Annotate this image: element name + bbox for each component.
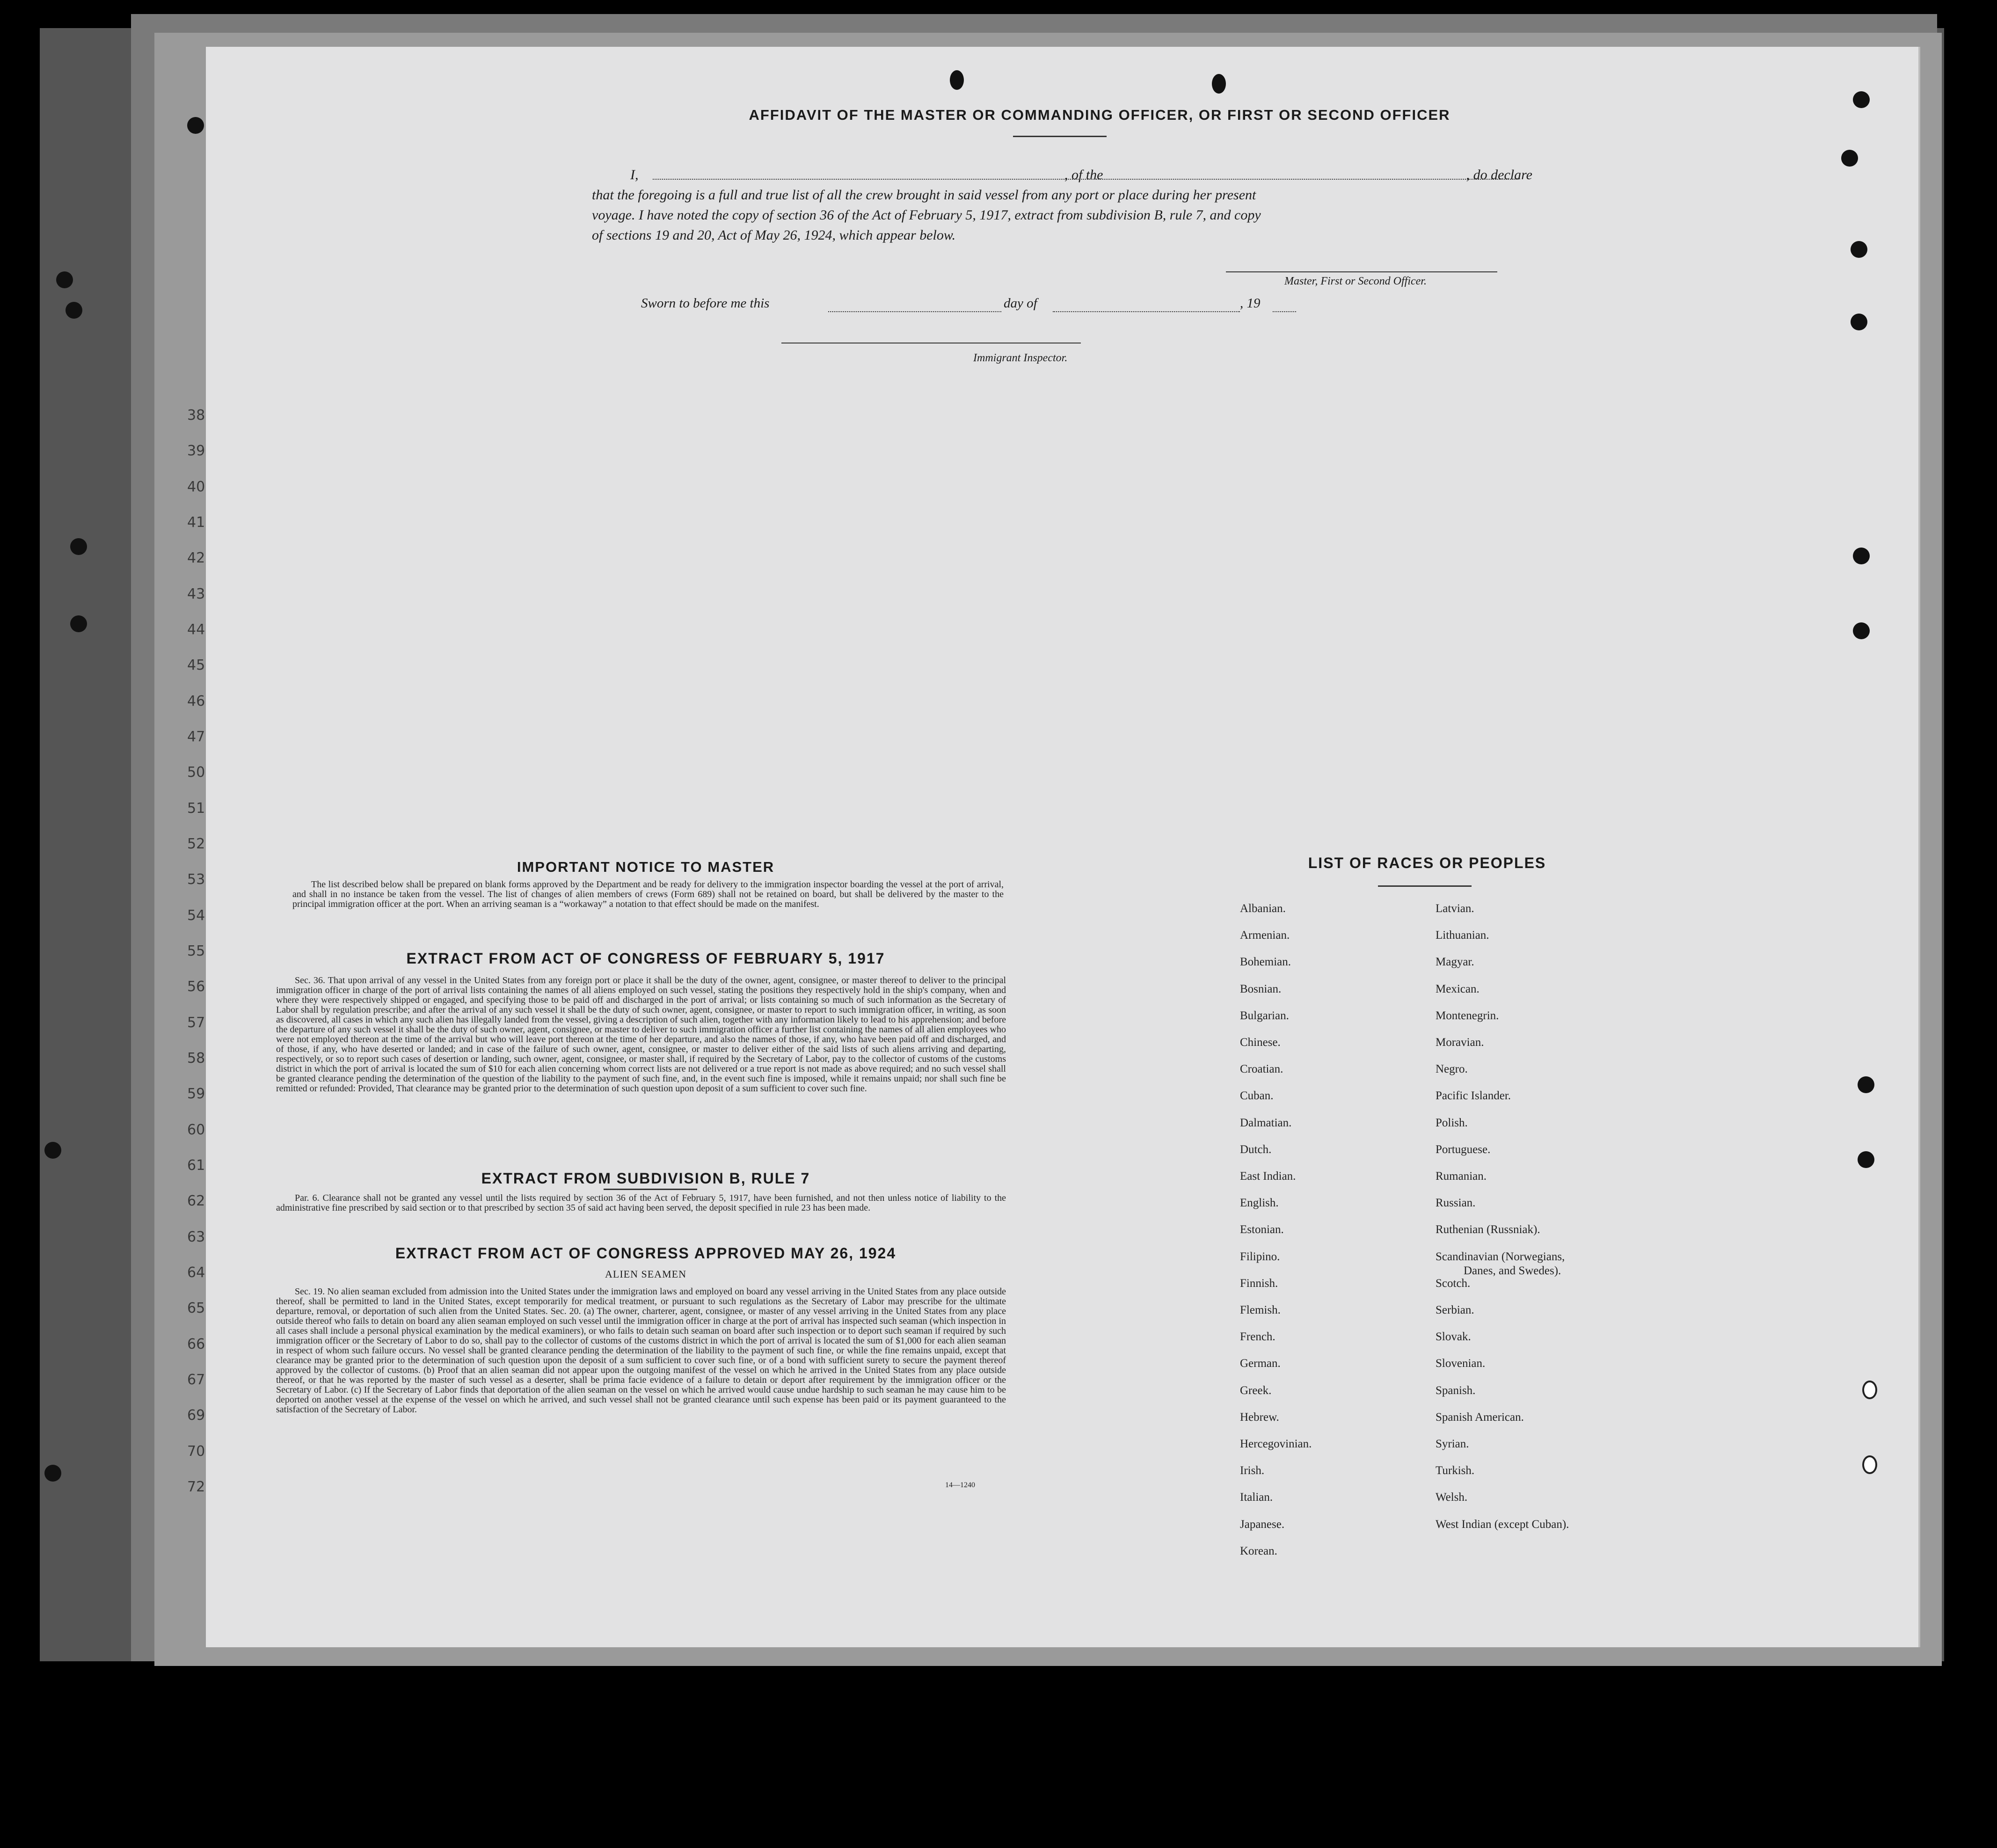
alien-seamen-subtitle: ALIEN SEAMEN xyxy=(605,1268,686,1280)
title-rule xyxy=(1013,136,1107,137)
affidavit-line-4: of sections 19 and 20, Act of May 26, 1924, which appear below. xyxy=(592,227,956,243)
day-of-text: day of xyxy=(1004,296,1037,311)
margin-number: 38 xyxy=(187,407,205,424)
margin-number: 44 xyxy=(187,621,205,638)
binding-hole xyxy=(1862,1381,1877,1399)
margin-number: 61 xyxy=(187,1157,205,1174)
margin-number: 47 xyxy=(187,729,205,745)
inspector-label: Immigrant Inspector. xyxy=(973,352,1068,364)
margin-number: 58 xyxy=(187,1050,205,1066)
form-number: 14—1240 xyxy=(945,1481,975,1489)
margin-number: 70 xyxy=(187,1443,205,1460)
margin-number: 69 xyxy=(187,1407,205,1424)
race-item: Croatian. xyxy=(1240,1063,1283,1076)
race-item: Korean. xyxy=(1240,1544,1277,1557)
binding-hole xyxy=(70,615,87,632)
race-item: Slovak. xyxy=(1436,1330,1471,1344)
margin-number: 55 xyxy=(187,943,205,959)
race-item: Scotch. xyxy=(1436,1277,1471,1290)
margin-number: 42 xyxy=(187,550,205,567)
race-item: Turkish. xyxy=(1436,1464,1475,1477)
race-item: Armenian. xyxy=(1240,929,1290,942)
race-item: German. xyxy=(1240,1357,1281,1370)
vessel-blank[interactable] xyxy=(1130,179,1518,180)
binding-hole xyxy=(66,302,82,319)
race-item: Portuguese. xyxy=(1436,1143,1491,1156)
race-item: Estonian. xyxy=(1240,1223,1284,1236)
binding-hole xyxy=(1853,622,1870,639)
margin-number: 53 xyxy=(187,871,205,888)
notice-body: The list described below shall be prepared on blank forms approved by the Department and be ready for delivery to the immigration inspector boarding the vessel at the port of arrival, and shall in no instance be taken from the vessel. The list of changes of alien members of crews (Form 689) shall not be retained on board, but shall be delivered by the master to the principal immigration officer at the port. When an arriving seaman is a “workaway” a notation to that effect should be made on the manifest. xyxy=(292,879,1004,909)
race-item: Russian. xyxy=(1436,1197,1476,1210)
race-item: Slovenian. xyxy=(1436,1357,1486,1370)
rule7-title: EXTRACT FROM SUBDIVISION B, RULE 7 xyxy=(481,1170,810,1187)
affidavit-title: AFFIDAVIT OF THE MASTER OR COMMANDING OFFICER, OR FIRST OR SECOND OFFICER xyxy=(749,107,1450,123)
margin-number: 57 xyxy=(187,1014,205,1031)
margin-number: 64 xyxy=(187,1264,205,1281)
race-item: English. xyxy=(1240,1197,1279,1210)
extract-1917-title: EXTRACT FROM ACT OF CONGRESS OF FEBRUARY 5, 1917 xyxy=(406,950,885,967)
race-item: Welsh. xyxy=(1436,1491,1468,1504)
binding-hole xyxy=(1851,314,1867,330)
margin-number: 40 xyxy=(187,478,205,495)
sworn-text: Sworn to before me this xyxy=(641,296,770,311)
race-item: Montenegrin. xyxy=(1436,1009,1499,1022)
race-item: Dutch. xyxy=(1240,1143,1272,1156)
binding-hole xyxy=(44,1142,61,1159)
master-signature-line[interactable] xyxy=(1226,271,1497,272)
affidavit-line-2: that the foregoing is a full and true list of all the crew brought in said vessel from any port or place during her present xyxy=(592,187,1256,203)
rule7-body: Par. 6. Clearance shall not be granted any vessel until the lists required by section 36 of the Act of February 5, 1917, have been furnished, and not then unless notice of liability to the administrative fine prescribed by said section or to that prescribed by section 35 of said act having been served, the deposit specified in rule 23 has been made. xyxy=(276,1193,1006,1213)
affidavit-of-the: , of the xyxy=(1064,167,1103,183)
margin-number: 41 xyxy=(187,514,205,531)
margin-number: 39 xyxy=(187,443,205,460)
margin-number: 67 xyxy=(187,1372,205,1388)
margin-number: 51 xyxy=(187,800,205,817)
race-item: Filipino. xyxy=(1240,1250,1280,1263)
race-item: Dalmatian. xyxy=(1240,1116,1292,1129)
binding-hole xyxy=(56,271,73,288)
margin-number: 56 xyxy=(187,979,205,995)
race-item: Spanish American. xyxy=(1436,1410,1524,1424)
race-item: Polish. xyxy=(1436,1116,1468,1129)
name-blank[interactable] xyxy=(653,179,1191,180)
day-blank[interactable] xyxy=(828,311,1001,312)
binding-hole xyxy=(1853,91,1870,108)
master-label: Master, First or Second Officer. xyxy=(1284,275,1427,287)
race-item: Chinese. xyxy=(1240,1036,1281,1049)
race-item: Flemish. xyxy=(1240,1304,1281,1316)
race-item: Japanese. xyxy=(1240,1518,1285,1531)
race-item: Bosnian. xyxy=(1240,982,1282,995)
binding-hole xyxy=(1862,1455,1877,1474)
binding-hole xyxy=(187,117,204,134)
race-item: East Indian. xyxy=(1240,1170,1296,1183)
margin-number: 62 xyxy=(187,1193,205,1210)
binding-hole xyxy=(1853,548,1870,564)
margin-number: 63 xyxy=(187,1228,205,1245)
race-item: French. xyxy=(1240,1330,1275,1344)
race-item: Spanish. xyxy=(1436,1384,1476,1397)
year-blank[interactable] xyxy=(1273,311,1296,312)
race-item: Cuban. xyxy=(1240,1089,1274,1103)
extract-1924-title: EXTRACT FROM ACT OF CONGRESS APPROVED MAY 26, 1924 xyxy=(395,1245,896,1262)
race-item: West Indian (except Cuban). xyxy=(1436,1518,1569,1531)
races-rule xyxy=(1378,885,1472,887)
races-title: LIST OF RACES OR PEOPLES xyxy=(1308,855,1546,871)
affidavit-line-3: voyage. I have noted the copy of section 36 of the Act of February 5, 1917, extract from subdivision B, rule 7, and copy xyxy=(592,207,1261,223)
margin-number: 54 xyxy=(187,907,205,924)
race-item: Bulgarian. xyxy=(1240,1009,1289,1022)
month-blank[interactable] xyxy=(1053,311,1240,312)
rule7-rule xyxy=(604,1189,697,1190)
margin-number: 72 xyxy=(187,1479,205,1495)
race-item: Magyar. xyxy=(1436,956,1474,969)
race-item: Bohemian. xyxy=(1240,956,1291,969)
binding-hole xyxy=(1858,1076,1874,1093)
race-item: Serbian. xyxy=(1436,1304,1474,1316)
binding-hole xyxy=(1212,74,1226,94)
affidavit-body xyxy=(592,165,1532,245)
year-text: , 19 xyxy=(1240,296,1261,311)
margin-number: 59 xyxy=(187,1086,205,1103)
race-item: Moravian. xyxy=(1436,1036,1484,1049)
binding-hole xyxy=(1851,241,1867,258)
race-item: Hercegovinian. xyxy=(1240,1438,1312,1450)
race-item: Albanian. xyxy=(1240,902,1286,915)
margin-number: 46 xyxy=(187,693,205,709)
margin-number: 52 xyxy=(187,836,205,852)
race-item: Syrian. xyxy=(1436,1438,1469,1450)
race-item: Mexican. xyxy=(1436,982,1480,995)
race-item: Latvian. xyxy=(1436,902,1474,915)
race-item: Pacific Islander. xyxy=(1436,1089,1511,1103)
race-item: Scandinavian (Norwegians, xyxy=(1436,1250,1565,1263)
margin-number: 50 xyxy=(187,764,205,781)
race-item: Danes, and Swedes). xyxy=(1464,1264,1561,1277)
binding-hole xyxy=(1841,150,1858,167)
race-item: Negro. xyxy=(1436,1063,1468,1076)
notice-title: IMPORTANT NOTICE TO MASTER xyxy=(517,859,775,875)
race-item: Ruthenian (Russniak). xyxy=(1436,1223,1540,1236)
extract-1917-body: Sec. 36. That upon arrival of any vessel in the United States from any foreign port or place it shall be the duty of the owner, agent, consignee, or master thereof to deliver to the principal immigration officer in charge of the port of arrival lists containing the names of all aliens employed on such vessel, stating the positions they respectively hold in the ship's company, when and where they were respectively shipped or engaged, and specifying those to be paid off and discharged in the port of arrival; or lists containing so much of such information as the Secretary of Labor shall by regulation prescribe; and after the arrival of any such vessel it shall be the duty of such owner, agent, consignee, or master to report to such immigration officer, in writing, as soon as discovered, all cases in which any such alien has illegally landed from the vessel, giving a description of such alien, together with any information likely to lead to his apprehension; and before the departure of any such vessel it shall be the duty of such owner, agent, consignee, or master to deliver to such immigration officer a further list containing the names of all alien employees who were not employed thereon at the time of the arrival but who will leave port thereon at the time of her departure, and also the names of those, if any, who have been paid off and discharged, and of those, if any, who have deserted or landed; and in case of the failure of such owner, agent, consignee, or master to deliver either of the said lists of such aliens arriving and departing, respectively, or so to report such cases of desertion or landing, such owner, agent, consignee, or master shall, if required by the Secretary of Labor, pay to the collector of customs of the customs district in which the port of arrival is located the sum of $10 for each alien concerning whom correct lists are not delivered or a true report is not made as above required; and no such vessel shall be granted clearance pending the determination of the question of the liability to the payment of such fine, and, in the event such fine is imposed, while it remains unpaid; nor shall such fine be remitted or refunded: Provided, That clearance may be granted prior to the determination of such question upon deposit of a sum sufficient to cover such fine. xyxy=(276,975,1006,1094)
binding-hole xyxy=(1858,1151,1874,1168)
race-item: Hebrew. xyxy=(1240,1410,1279,1424)
race-item: Irish. xyxy=(1240,1464,1265,1477)
race-item: Rumanian. xyxy=(1436,1170,1487,1183)
race-item: Greek. xyxy=(1240,1384,1272,1397)
margin-number: 45 xyxy=(187,657,205,674)
race-item: Italian. xyxy=(1240,1491,1273,1504)
margin-number: 60 xyxy=(187,1121,205,1138)
affidavit-i: I, xyxy=(630,167,639,183)
margin-number: 43 xyxy=(187,585,205,602)
margin-number: 65 xyxy=(187,1300,205,1317)
margin-number: 66 xyxy=(187,1336,205,1352)
race-item: Finnish. xyxy=(1240,1277,1278,1290)
binding-hole xyxy=(950,70,964,90)
binding-hole xyxy=(44,1465,61,1482)
binding-hole xyxy=(70,538,87,555)
extract-1924-body: Sec. 19. No alien seaman excluded from admission into the United States under the immigration laws and employed on board any vessel arriving in the United States from any place outside thereof, shall be permitted to land in the United States, except temporarily for medical treatment, or pursuant to such regulations as the Secretary of Labor may prescribe for the ultimate departure, removal, or deportation of such alien from the United States. Sec. 20. (a) The owner, charterer, agent, consignee, or master of any vessel arriving in the United States from any place outside thereof who fails to detain on board any alien seaman employed on such vessel until the immigration officer in charge at the port of arrival has inspected such seaman (which inspection in all cases shall include a personal physical examination by the medical examiners), or who fails to detain such seaman on board after such inspection or to deport such seaman if required by such immigration officer or the Secretary of Labor to do so, shall pay to the collector of customs of the customs district in which the port of arrival is located the sum of $1,000 for each alien seaman in respect of whom such failure occurs. No vessel shall be granted clearance pending the determination of the liability to the payment of such fine, or while the fine remains unpaid, except that clearance may be granted prior to the determination of such question upon the deposit of a sum sufficient to cover such fine, or of a bond with sufficient surety to secure the payment thereof approved by the collector of customs. (b) Proof that an alien seaman did not appear upon the outgoing manifest of the vessel on which he arrived in the United States from any place outside thereof, or that he was reported by the master of such vessel as a deserter, shall be prima facie evidence of a failure to detain or deport after requirement by the immigration officer or the Secretary of Labor. (c) If the Secretary of Labor finds that deportation of the alien seaman on the vessel on which he arrived would cause undue hardship to such seaman he may cause him to be deported on another vessel at the expense of the vessel on which he arrived, and such vessel shall not be granted clearance until such expense has been paid or its payment guaranteed to the satisfaction of the Secretary of Labor. xyxy=(276,1286,1006,1415)
affidavit-do-declare: , do declare xyxy=(1466,167,1532,183)
race-item: Lithuanian. xyxy=(1436,929,1489,942)
